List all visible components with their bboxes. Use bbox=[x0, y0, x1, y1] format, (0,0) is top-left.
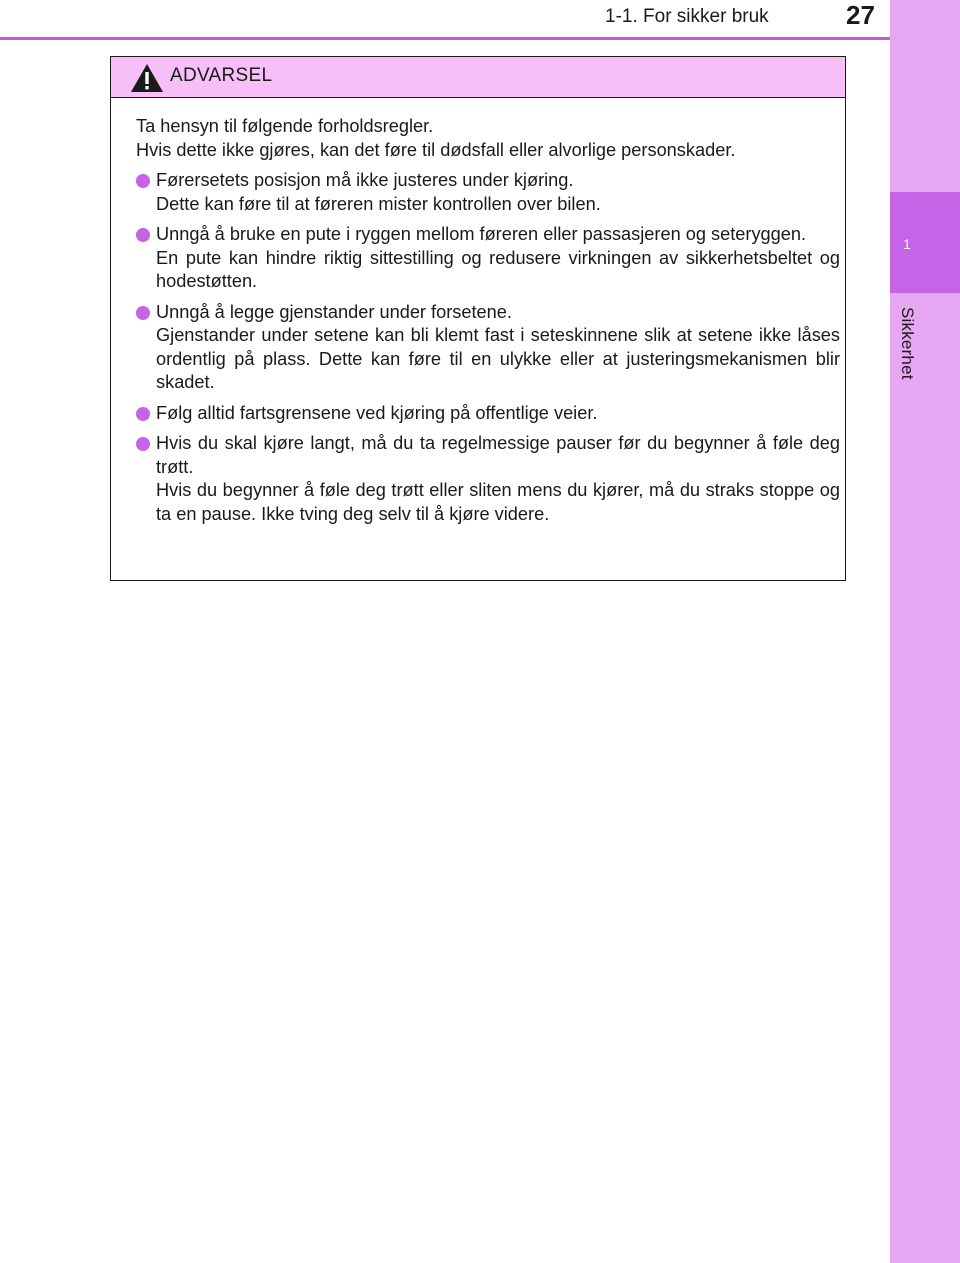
warning-item bbox=[136, 402, 840, 426]
bullet-dot-icon bbox=[136, 407, 150, 421]
item-line: En pute kan hindre riktig sittestilling og redusere virkningen av sikkerhetsbeltet og hodestøtten. bbox=[156, 247, 840, 291]
item-line: Hvis du begynner å føle deg trøtt eller sliten mens du kjører, må du straks stoppe og ta en pause. Ikke tving deg selv til å kjøre videre. bbox=[156, 480, 840, 524]
warning-header bbox=[111, 57, 845, 98]
warning-item bbox=[136, 301, 840, 395]
warning-item bbox=[136, 223, 840, 294]
warning-intro bbox=[136, 115, 840, 162]
item-line: Unngå å bruke en pute i ryggen mellom føreren eller passasjeren og seteryggen. bbox=[156, 224, 807, 244]
chapter-label: Sikkerhet bbox=[898, 307, 917, 380]
item-line: Førersetets posisjon må ikke justeres under kjøring. bbox=[156, 170, 574, 190]
intro-line: Hvis dette ikke gjøres, kan det føre til dødsfall eller alvorlige personskader. bbox=[136, 139, 736, 160]
bullet-dot-icon bbox=[136, 228, 150, 242]
item-line: Hvis du skal kjøre langt, må du ta regelmessige pauser før du begynner å føle deg trøtt. bbox=[156, 433, 840, 477]
item-line: Følg alltid fartsgrensene ved kjøring på offentlige veier. bbox=[156, 402, 598, 423]
item-line: Dette kan føre til at føreren mister kontrollen over bilen. bbox=[156, 193, 601, 214]
header-divider bbox=[0, 37, 890, 40]
bullet-dot-icon bbox=[136, 437, 150, 451]
warning-item bbox=[136, 432, 840, 526]
warning-triangle-icon bbox=[130, 63, 164, 93]
item-line: Unngå å legge gjenstander under forsetene. bbox=[156, 301, 512, 322]
page-number: 27 bbox=[846, 0, 875, 30]
warning-item bbox=[136, 169, 840, 216]
chapter-side-tab bbox=[890, 0, 960, 1263]
intro-line: Ta hensyn til følgende forholdsregler. bbox=[136, 116, 434, 136]
chapter-number: 1 bbox=[903, 236, 911, 252]
section-title: 1-1. For sikker bruk bbox=[605, 6, 769, 27]
warning-title: ADVARSEL bbox=[170, 65, 273, 86]
bullet-dot-icon bbox=[136, 306, 150, 320]
bullet-dot-icon bbox=[136, 174, 150, 188]
warning-box bbox=[110, 56, 846, 581]
warning-body bbox=[136, 115, 840, 526]
item-line: Gjenstander under setene kan bli klemt fast i seteskinnene slik at setene ikke låses ordentlig på plass. Dette kan føre til en ulykke eller at justeringsmekanismen blir skadet. bbox=[156, 325, 840, 392]
